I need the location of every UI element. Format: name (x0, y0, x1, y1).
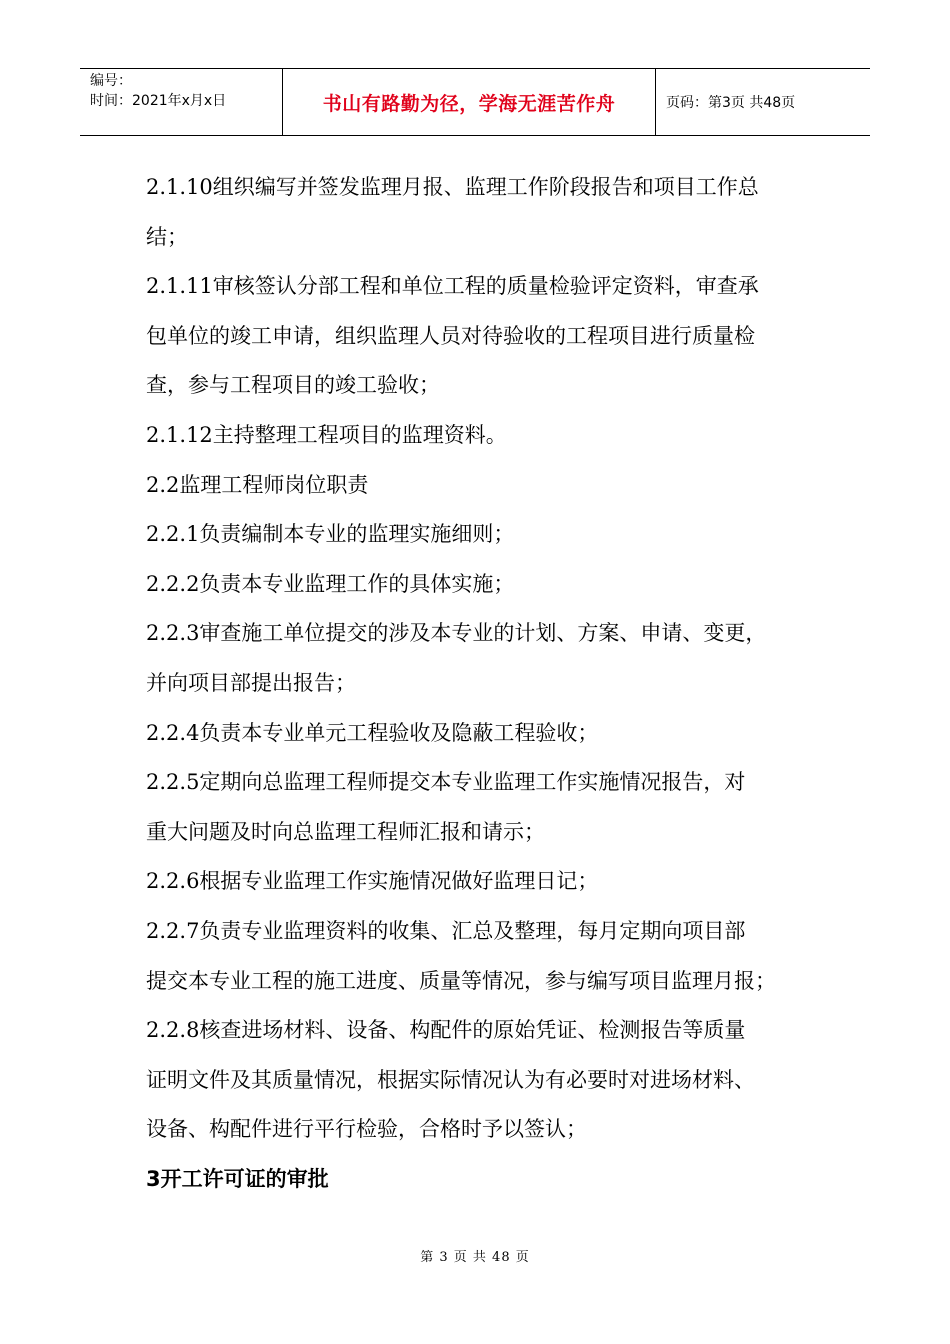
body-line: 提交本专业工程的施工进度、质量等情况，参与编写项目监理月报； (146, 968, 776, 993)
body-line: 2.2.2负责本专业监理工作的具体实施； (146, 571, 515, 596)
body-line: 2.2.5定期向总监理工程师提交本专业监理工作实施情况报告，对 (146, 770, 746, 795)
document-number-label: 编号： (90, 73, 132, 89)
body-line: 2.1.12主持整理工程项目的监理资料。 (146, 422, 507, 447)
body-line: 2.2.7负责专业监理资料的收集、汇总及整理，每月定期向项目部 (146, 918, 746, 943)
document-date: 时间：2021年x月x日 (90, 93, 227, 109)
body-line: 2.2.8核查进场材料、设备、构配件的原始凭证、检测报告等质量 (146, 1018, 746, 1043)
body-line: 2.2.1负责编制本专业的监理实施细则； (146, 522, 515, 547)
body-line: 设备、构配件进行平行检验，合格时予以签认； (146, 1117, 587, 1142)
body-line: 包单位的竣工申请，组织监理人员对待验收的工程项目进行质量检 (146, 323, 755, 348)
header-meta (80, 69, 283, 135)
header-page-info: 页码：第3页 共48页 (666, 95, 796, 111)
body-line: 2.2.3审查施工单位提交的涉及本专业的计划、方案、申请、变更， (146, 621, 767, 646)
body-line: 证明文件及其质量情况，根据实际情况认为有必要时对进场材料、 (146, 1067, 755, 1092)
body-line: 2.1.11审核签认分部工程和单位工程的质量检验评定资料，审查承 (146, 274, 759, 299)
body-line: 2.2.6根据专业监理工作实施情况做好监理日记； (146, 869, 599, 894)
body-line: 2.1.10组织编写并签发监理月报、监理工作阶段报告和项目工作总 (146, 175, 759, 199)
section-heading: 3开工许可证的审批 (146, 1166, 329, 1191)
body-line: 结； (146, 224, 188, 249)
body-line: 2.2监理工程师岗位职责 (146, 472, 369, 497)
document-body (146, 163, 826, 1204)
body-line: 并向项目部提出报告； (146, 670, 356, 695)
page-header (80, 68, 870, 136)
header-motto: 书山有路勤为径，学海无涯苦作舟 (283, 69, 656, 135)
body-line: 重大问题及时向总监理工程师汇报和请示； (146, 819, 545, 844)
page-footer: 第 3 页 共 48 页 (420, 1250, 530, 1265)
body-line: 2.2.4负责本专业单元工程验收及隐蔽工程验收； (146, 720, 599, 745)
body-line: 查，参与工程项目的竣工验收； (146, 373, 440, 398)
